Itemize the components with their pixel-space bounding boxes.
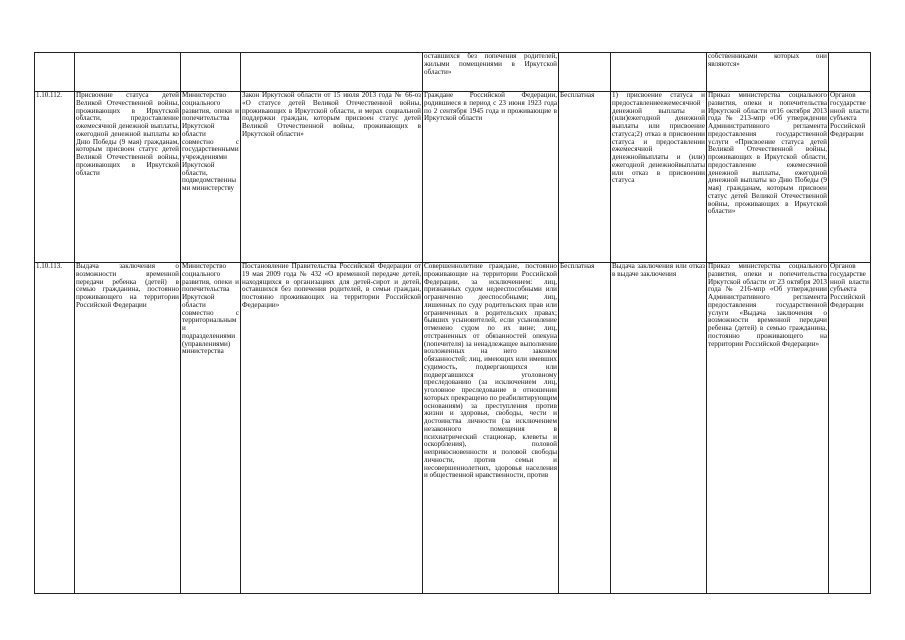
- recipients-cell: Граждане Российской Федерации, родившиеся в период с 23 июня 1923 года по 2 сентября 1945 года и проживающие в Иркутской области: [423, 92, 559, 263]
- control-cell: Органов государственной власти субъекта Российской Федерации: [829, 92, 871, 263]
- document-page: [34, 52, 870, 598]
- fee-cell: [559, 53, 611, 92]
- regulation-cell: собственниками которых они являются»: [707, 53, 829, 92]
- table-row: [35, 263, 871, 594]
- table-row: [35, 53, 871, 92]
- result-cell: Выдача заключения или отказ в выдаче заключения: [611, 263, 707, 594]
- regulation-cell: Приказ министерства социального развития, опеки и попечительства Иркутской области от16 октября 2013 года № 213-мпр «Об утверждении Административного регламента предоставления государственной услуги «Присвоение статуса детей Великой Отечественной войны, проживающих в Иркутской области, предоставление ежемесячной денежной выплаты, ежегодной денежной выплаты ко Дню Победы (9 мая) гражданам, которым присвоен статус детей Великой Отечественной войны, проживающих в Иркутской области»: [707, 92, 829, 263]
- row-number: [35, 53, 75, 92]
- row-number: 1.10.112.: [35, 92, 75, 263]
- fee-cell: Бесплатная: [559, 92, 611, 263]
- recipients-cell: Совершеннолетние граждане, постоянно проживающие на территории Российской Федерации, за исключением: лиц, признанных судом недееспособными или ограниченно дееспособными; лиц, лишенных по суду родительских прав или ограниченных в родительских правах; бывших усыновителей, если усыновление отменено судом по их вине; лиц, отстраненных от обязанностей опекуна (попечителя) за ненадлежащее выполнение возложенных на него законом обязанностей; лиц, имеющих или имевших судимость, подвергающихся или подвергавшихся уголовному преследованию (за исключением лиц, уголовное преследование в отношении которых прекращено по реабилитирующим основаниям) за преступления против жизни и здоровья, свободы, чести и достоинства личности (за исключением незаконного помещения в психиатрический стационар, клеветы и оскорбления), половой неприкосновенности и половой свободы личности, против семьи и несовершеннолетних, здоровья населения и общественной нравственности, против: [423, 263, 559, 594]
- control-cell: [829, 53, 871, 92]
- service-name-cell: Выдача заключения о возможности временной передачи ребенка (детей) в семью гражданина, постоянно проживающего на территории Российской Федерации: [75, 263, 181, 594]
- result-cell: 1) присвоение статуса и предоставлениеежемесячной денежной выплаты и (или)ежегодной денежной выплаты или присвоение статуса;2) отказ в присвоении статуса и предоставлении ежемесячной денежнойвыплаты и (или) ежегодной денежнойвыплаты или отказ в присвоении статуса: [611, 92, 707, 263]
- legal-basis-cell: [241, 53, 423, 92]
- service-name-cell: Присвоение статуса детей Великой Отечественной войны, проживающих в Иркутской области, предоставление ежемесячной денежной выплаты, ежегодной денежной выплаты ко Дню Победы (9 мая) гражданам, которым присвоен статус детей Великой Отечественной войны, проживающих в Иркутской области: [75, 92, 181, 263]
- service-name-cell: [75, 53, 181, 92]
- legal-basis-cell: Закон Иркутской области от 15 июля 2013 года № 66-оз «О статусе детей Великой Отечественной войны, проживающих в Иркутской области, и мерах социальной поддержки граждан, которым присвоен статус детей Великой Отечественной войны, проживающих в Иркутской области»: [241, 92, 423, 263]
- executor-cell: Министерство социального развития, опеки и попечительства Иркутской области совместно с территориальными подразделениями (управлениями) министерства: [181, 263, 241, 594]
- executor-cell: [181, 53, 241, 92]
- executor-cell: Министерство социального развития, опеки и попечительства Иркутской области совместно с государственными учреждениями Иркутской области, подведомственными министерству: [181, 92, 241, 263]
- row-number: 1.10.113.: [35, 263, 75, 594]
- legal-basis-cell: Постановление Правительства Российской Федерации от 19 мая 2009 года № 432 «О временной передаче детей, находящихся в организациях для детей-сирот и детей, оставшихся без попечения родителей, в семьи граждан, постоянно проживающих на территории Российской Федерации»: [241, 263, 423, 594]
- services-table: [34, 52, 871, 594]
- table-row: [35, 92, 871, 263]
- control-cell: Органов государственной власти субъекта Российской Федерации: [829, 263, 871, 594]
- fee-cell: Бесплатная: [559, 263, 611, 594]
- regulation-cell: Приказ министерства социального развития, опеки и попечительства Иркутской области от 23 октября 2013 года № 216-мпр «Об утверждении Административного регламента предоставления государственной услуги «Выдача заключения о возможности временной передачи ребенка (детей) в семью гражданина, постоянно проживающего на территории Российской Федерации»: [707, 263, 829, 594]
- result-cell: [611, 53, 707, 92]
- recipients-cell: оставшихся без попечения родителей, жилыми помещениями в Иркутской области»: [423, 53, 559, 92]
